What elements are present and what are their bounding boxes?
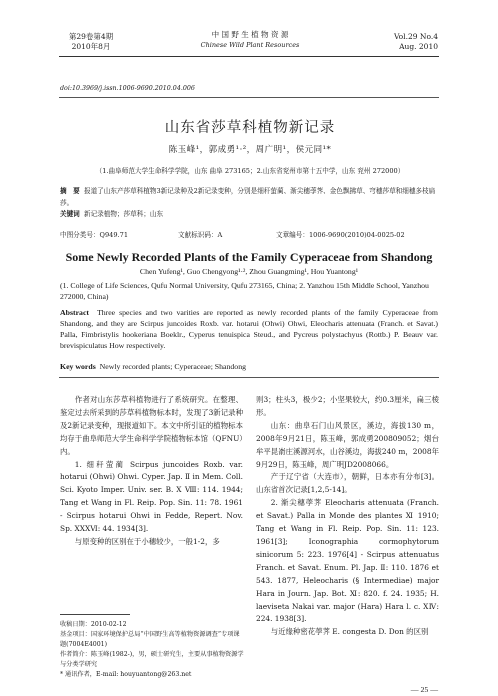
body-paragraph: 作者对山东莎草科植物进行了系统研究。在整理、鉴定过去所采到的莎草科植物标本时，发现了3新记录种及2新记录变种，现报道如下。本文中所引证的植物标本均存于曲阜师范大学生命科学学院植物标本馆（QFNU）内。 bbox=[60, 395, 243, 456]
journal-name bbox=[150, 30, 350, 50]
body-paragraph: 与近缘种密花荸荠 E. congesta D. Don 的区别 bbox=[270, 627, 429, 637]
journal-name-en: Chinese Wild Plant Resources bbox=[200, 41, 300, 49]
authors-en: Chen Yufeng¹, Guo Chengyong¹·², Zhou Guangming¹, Hou Yuantong¹ bbox=[139, 267, 359, 276]
abstract-en-text: Three species and two varities are reported as newly recorded plants of the family Cyperaceae from Shandong, and they are Scirpus juncoides Roxb. var. hotarui (Ohwi) Ohwi, Eleocharis attenuata (Franch. et Savat.) Palla, Fimbristylis hookeriana Boeklr., Cyperus tenuispica Steud., and Pycreus polystachyus (Rottb.) P. Beauv var. brevispiculatus How respectively. bbox=[60, 308, 438, 350]
body-paragraph: 则3；柱头3，极少2；小坚果较大，约0.3厘米，扁三棱形。 bbox=[256, 395, 439, 417]
volume-cn: 第29卷第4期 bbox=[68, 32, 114, 41]
footnote-rule bbox=[60, 614, 130, 615]
journal-name-cn: 中 国 野 生 植 物 资 源 bbox=[211, 30, 289, 39]
volume-en: Vol.29 No.4 bbox=[393, 32, 438, 41]
footnote-corresponding: * 通讯作者，E-mail: houyuantong@263.net bbox=[60, 671, 192, 678]
footnote-received: 收稿日期：2010-02-12 bbox=[60, 621, 127, 628]
issue-volume-cn bbox=[60, 32, 122, 52]
title-en: Some Newly Recorded Plants of the Family Cyperaceae from Shandong bbox=[65, 250, 433, 264]
abstract-rule bbox=[59, 377, 439, 378]
abstract-en bbox=[60, 307, 438, 351]
classification-meta-cn bbox=[60, 229, 438, 239]
date-cn: 2010年8月 bbox=[71, 42, 111, 51]
keywords-en-label: Key words bbox=[60, 362, 96, 371]
clc-number: 中图分类号：Q949.71 bbox=[60, 231, 129, 239]
body-paragraph: 产于辽宁省（大连市），朝鲜，日本亦有分布[3]。山东省首次记录[1,2,5-14]。 bbox=[256, 472, 439, 495]
abstract-cn-label: 摘 要 bbox=[60, 187, 80, 195]
abstract-cn bbox=[60, 186, 438, 221]
affiliation-en: (1. College of Life Sciences, Qufu Normal University, Qufu 273165, China; 2. Yanzhou 15th Middle School, Yanzhou 272000, China) bbox=[60, 281, 429, 301]
footnote-funding: 基金项目：国家环境保护总局“中国野生高等植物资源调查”专项课题(7004E4001) bbox=[60, 631, 240, 648]
header-rule bbox=[59, 56, 439, 57]
document-code: 文献标识码：A bbox=[178, 231, 223, 239]
footnote-author: 作者简介：陈玉峰(1982-)，男，硕士研究生，主要从事植物资源学与分类学研究 bbox=[60, 651, 244, 668]
affiliation-cn: （1.曲阜师范大学生命科学学院，山东 曲阜 273165；2.山东省兖州市第十五中学，山东 兖州 272000） bbox=[95, 167, 405, 175]
footnotes bbox=[60, 620, 245, 680]
body-paragraph: 与原变种的区别在于小穗较少，一般1-2，多 bbox=[74, 536, 220, 546]
keywords-cn-text: 新记录植物；莎草科；山东 bbox=[83, 210, 164, 218]
doi[interactable]: doi:10.3969/j.issn.1006-9690.2010.04.006 bbox=[60, 85, 195, 92]
title-cn: 山东省莎草科植物新记录 bbox=[164, 120, 336, 136]
abstract-en-label: Abstract bbox=[60, 308, 90, 317]
authors-cn: 陈玉峰¹，郭成勇¹·²，周广明¹，侯元同¹* bbox=[168, 145, 332, 155]
issue-volume-en bbox=[386, 32, 438, 52]
body-paragraph: 2. 渐尖穗荸荠 Eleocharis attenuata (Franch. et Savat.) Palla in Monde des plantes Ⅺ 1910; Tang et Wang in Fl. Reip. Pop. Sin. 11: 123. 1961[3]; Iconographia cormophytorum sinicorum 5: 223. 1976[4] - Scirpus attenuatus Franch. et Savat. Enum. Pl. Jap. Ⅱ: 110. 1876 et 543. 1877, Heleocharis (§ Intermediae) major Hara in Journ. Jap. Bot. Ⅺ: 820. f. 24. 1935; H. laeviseta Nakai var. major (Hara) Hara l. c. ⅩⅣ: 224. 1938[3]. bbox=[256, 498, 439, 624]
body-paragraph: 山东：曲阜石门山风景区，溪边，海拔130 m，2008年9月21日，陈玉峰，郭成勇200809052；烟台牟平昆嵛庄溪源河水，山谷溪边，海拔240 m，2008年9月29日，陈玉峰，周广明JD2008066。 bbox=[256, 420, 439, 469]
keywords-en-text: Newly recorded plants; Cyperaceae; Shandong bbox=[99, 362, 246, 371]
date-en: Aug. 2010 bbox=[399, 42, 438, 51]
body-paragraph: 1. 细秆萤蔺 Scirpus juncoides Roxb. var. hotarui (Ohwi) Ohwi. Cyper. Jap. Ⅱ in Mem. Coll. Sci. Kyoto Imper. Univ. ser. B. Ⅹ Ⅷ: 114. 1944; Tang et Wang in Fl. Reip. Pop. Sin. 11: 78. 1961 - Scirpus hotarui Ohwi in Fedde, Repert. Nov. Sp. ⅩⅩⅩⅥ: 44. 1934[3]. bbox=[60, 459, 243, 534]
abstract-cn-text: 报道了山东产莎草科植物3新记录种及2新记录变种，分别是细秆萤蔺、渐尖穗荸荠、金色飘拂草、穹穗莎草和细穗多枝扁莎。 bbox=[60, 187, 436, 207]
page-number: — 25 — bbox=[410, 685, 438, 694]
keywords-cn-label: 关键词 bbox=[60, 210, 80, 218]
body-column-left bbox=[60, 394, 243, 549]
keywords-en bbox=[60, 362, 438, 371]
body-column-right bbox=[256, 394, 439, 639]
doi-rule bbox=[59, 97, 439, 98]
article-number: 文章编号：1006-9690(2010)04-0025-02 bbox=[276, 231, 405, 239]
